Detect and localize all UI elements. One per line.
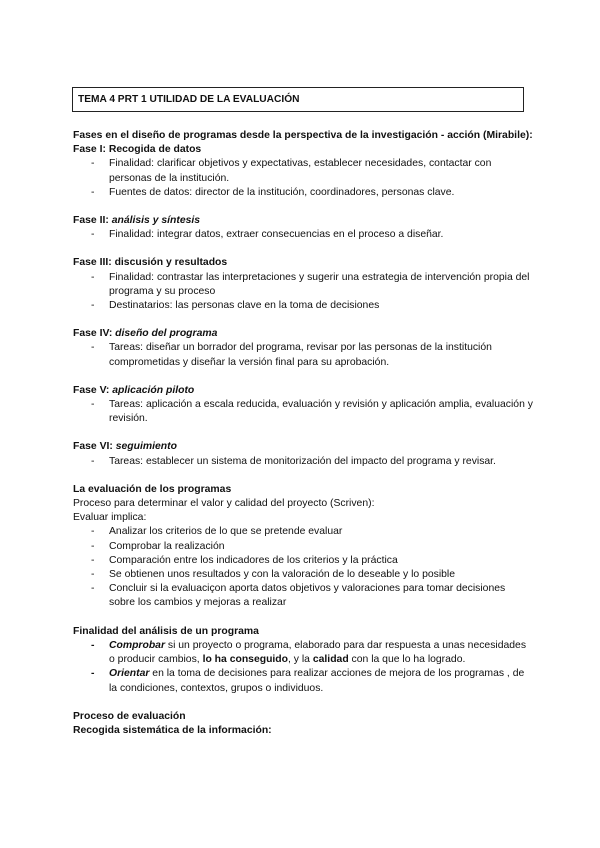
phase-5-title: Fase V: aplicación piloto: [73, 384, 195, 396]
phase-5: [73, 384, 533, 427]
document-body: [73, 129, 533, 738]
finalidad-heading: Finalidad del análisis de un programa: [73, 625, 259, 637]
phase-3-title: Fase III: discusión y resultados: [73, 257, 228, 269]
evaluation-list: [73, 525, 533, 610]
phase-2: [73, 214, 533, 242]
proceso-heading: Proceso de evaluación: [73, 710, 186, 722]
phase-1: [73, 143, 533, 200]
page-title: TEMA 4 PRT 1 UTILIDAD DE LA EVALUACIÓN: [72, 87, 524, 112]
evaluation-line-2: Evaluar implica:: [73, 512, 147, 524]
list-item: - Tareas: establecer un sistema de monitorización del impacto del programa y revisar.: [73, 455, 533, 469]
evaluation-section: [73, 483, 533, 611]
phase-6: [73, 440, 533, 468]
phase-4-title: Fase IV: diseño del programa: [73, 328, 218, 340]
phase-6-list: [73, 455, 533, 469]
list-item: - Finalidad: contrastar las interpretaciones y sugerir una estrategia de intervención propia del programa y su proceso: [73, 271, 533, 299]
finalidad-list: [73, 639, 533, 696]
list-item: - Finalidad: clarificar objetivos y expectativas, establecer necesidades, contactar con personas de la institución.: [73, 157, 533, 185]
evaluation-line-1: Proceso para determinar el valor y calidad del proyecto (Scriven):: [73, 498, 375, 510]
list-item: - Comprobar la realización: [73, 540, 533, 554]
list-item: - Finalidad: integrar datos, extraer consecuencias en el proceso a diseñar.: [73, 228, 533, 242]
list-item: - Tareas: aplicación a escala reducida, evaluación y revisión y aplicación amplia, evaluación y revisión.: [73, 398, 533, 426]
list-item: - Orientar en la toma de decisiones para realizar acciones de mejora de los programas , de la condiciones, contextos, grupos o individuos.: [73, 667, 533, 695]
list-item: - Concluir si la evaluaciçon aporta datos objetivos y valoraciones para tomar decisiones sobre los cambios y mejoras a realizar: [73, 582, 533, 610]
phase-5-list: [73, 398, 533, 426]
proceso-subheading: Recogida sistemática de la información:: [73, 724, 272, 736]
list-item: - Analizar los criterios de lo que se pretende evaluar: [73, 525, 533, 539]
phase-3: [73, 256, 533, 313]
intro-heading: Fases en el diseño de programas desde la perspectiva de la investigación - acción (Mirabile):: [73, 130, 533, 141]
phase-1-title: Fase I: Recogida de datos: [73, 144, 202, 156]
phase-4: [73, 327, 533, 370]
phase-6-title: Fase VI: seguimiento: [73, 441, 177, 453]
list-item: - Tareas: diseñar un borrador del programa, revisar por las personas de la institución comprometidas y diseñar la versión final para su aprobación.: [73, 341, 533, 369]
list-item: - Destinatarios: las personas clave en la toma de decisiones: [73, 299, 533, 313]
phase-4-list: [73, 341, 533, 369]
list-item: - Se obtienen unos resultados y con la valoración de lo deseable y lo posible: [73, 568, 533, 582]
phase-2-list: [73, 228, 533, 242]
list-item: - Comprobar si un proyecto o programa, elaborado para dar respuesta a unas necesidades o producir cambios, lo ha conseguido, y la calidad con la que lo ha logrado.: [73, 639, 533, 667]
phase-3-list: [73, 271, 533, 314]
list-item: - Fuentes de datos: director de la institución, coordinadores, personas clave.: [73, 186, 533, 200]
list-item: - Comparación entre los indicadores de los criterios y la práctica: [73, 554, 533, 568]
evaluation-heading: La evaluación de los programas: [73, 483, 232, 495]
phase-1-list: [73, 157, 533, 200]
finalidad-section: [73, 625, 533, 696]
proceso-section: [73, 710, 533, 738]
phase-2-title: Fase II: análisis y síntesis: [73, 215, 201, 227]
